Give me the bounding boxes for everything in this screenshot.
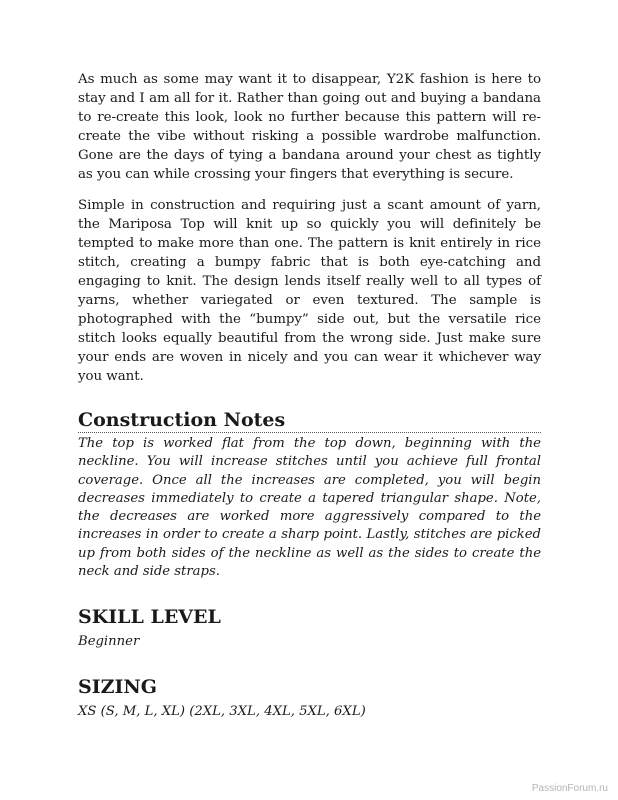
skill-level-heading: SKILL LEVEL [78, 606, 221, 629]
skill-level-value: Beginner [78, 634, 140, 650]
watermark: PassionForum.ru [531, 783, 608, 794]
intro-paragraph-2: Simple in construction and requiring just a scant amount of yarn, the Mariposa Top will knit up so quickly you will definitely be tempted to make more than one. The pattern is knit entirely in rice stitch, creating a bumpy fabric that is both eye-catching and engaging to knit. The design lends itself really well to all types of yarns, whether variegated or even textured. The sample is photographed with the “bumpy” side out, but the versatile rice stitch looks equally beautiful from the wrong side. Just make sure your ends are woven in nicely and you can wear it whichever way you want. [78, 198, 541, 384]
construction-notes-heading: Construction Notes [78, 408, 541, 433]
construction-notes-text: The top is worked flat from the top down, beginning with the neckline. You will increase stitches until you achieve full frontal coverage. Once all the increases are completed, you will begin decreases immediately to create a tapered triangular shape. Note, the decreases are worked more aggressively compared to the increases in order to create a sharp point. Lastly, stitches are picked up from both sides of the neckline as well as the sides to create the neck and side straps. [78, 436, 541, 580]
sizing-value: XS (S, M, L, XL) (2XL, 3XL, 4XL, 5XL, 6XL) [78, 704, 366, 720]
sizing-heading: SIZING [78, 676, 157, 699]
page-content [78, 70, 541, 721]
intro-paragraph-1: As much as some may want it to disappear, Y2K fashion is here to stay and I am all for it. Rather than going out and buying a bandana to re-create this look, look no further because this pattern will re-create the vibe without risking a possible wardrobe malfunction. Gone are the days of tying a bandana around your chest as tightly as you can while crossing your fingers that everything is secure. [78, 72, 541, 182]
